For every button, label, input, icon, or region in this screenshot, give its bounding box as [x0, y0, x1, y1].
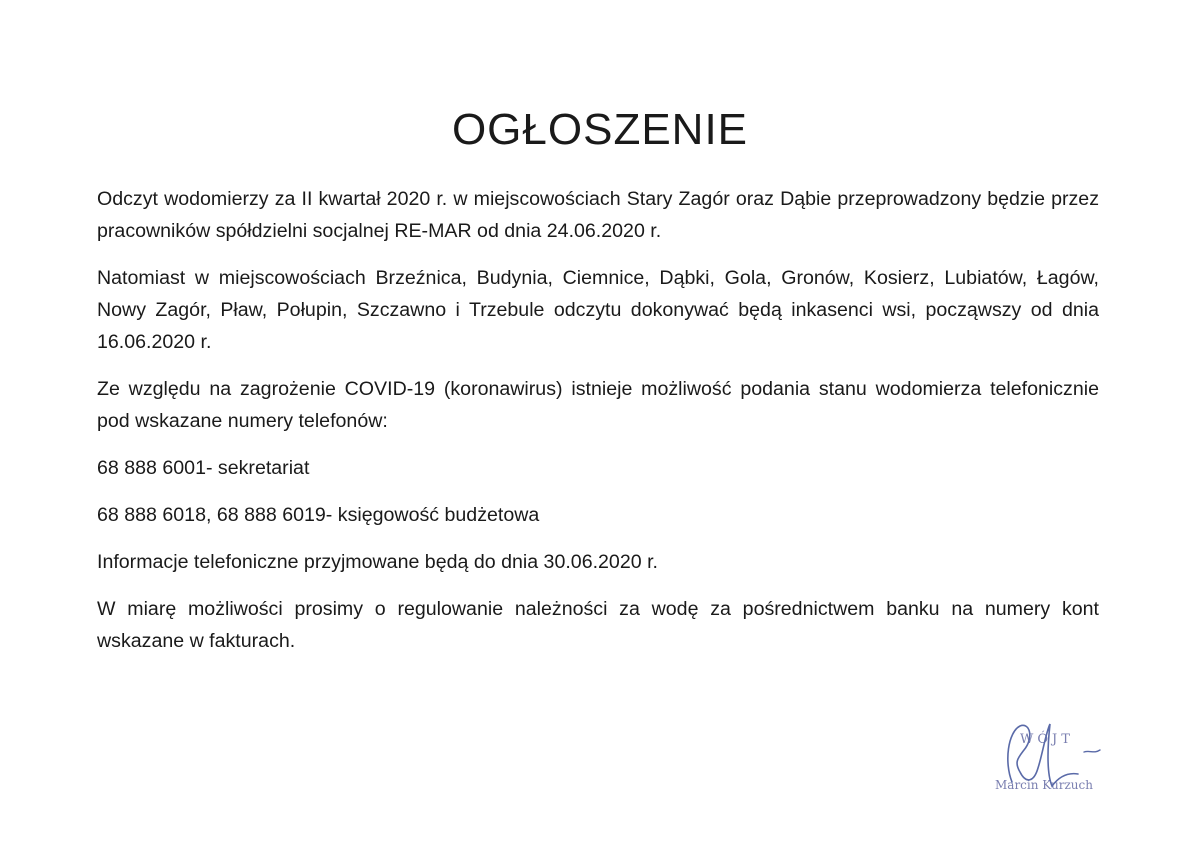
paragraph-meter-reading: Odczyt wodomierzy za II kwartał 2020 r. w miejscowościach Stary Zagór oraz Dąbie przeprowadzony będzie przez pracowników spółdzielni socjalnej RE-MAR od dnia 24.06.2020 r.: [97, 188, 1099, 242]
stamp-name: Marcin Kurzuch: [995, 778, 1093, 792]
paragraph-deadline: Informacje telefoniczne przyjmowane będą do dnia 30.06.2020 r.: [97, 551, 658, 573]
paragraph-bank-payment: W miarę możliwości prosimy o regulowanie należności za wodę za pośrednictwem banku na numery kont wskazane w fakturach.: [97, 598, 1099, 652]
paragraph-covid-phone: Ze względu na zagrożenie COVID-19 (koronawirus) istnieje możliwość podania stanu wodomierza telefonicznie pod wskazane numery telefonów:: [97, 378, 1099, 432]
stamp-title: WÓJT: [1020, 732, 1074, 747]
paragraph-village-collectors: Natomiast w miejscowościach Brzeźnica, Budynia, Ciemnice, Dąbki, Gola, Gronów, Kosierz, Lubiatów, Łagów, Nowy Zagór, Pław, Połupin, Szczawno i Trzebule odczytu dokonywać będą inkasenci wsi, począwszy od dnia 16.06.2020 r.: [97, 267, 1099, 353]
phone-accounting: 68 888 6018, 68 888 6019- księgowość budżetowa: [97, 504, 540, 526]
official-stamp-signature: [990, 712, 1110, 802]
handwritten-signature-icon: [990, 712, 1110, 802]
phone-secretariat: 68 888 6001- sekretariat: [97, 457, 310, 479]
document-body: [97, 183, 1099, 672]
document-title: OGŁOSZENIE: [451, 105, 749, 154]
